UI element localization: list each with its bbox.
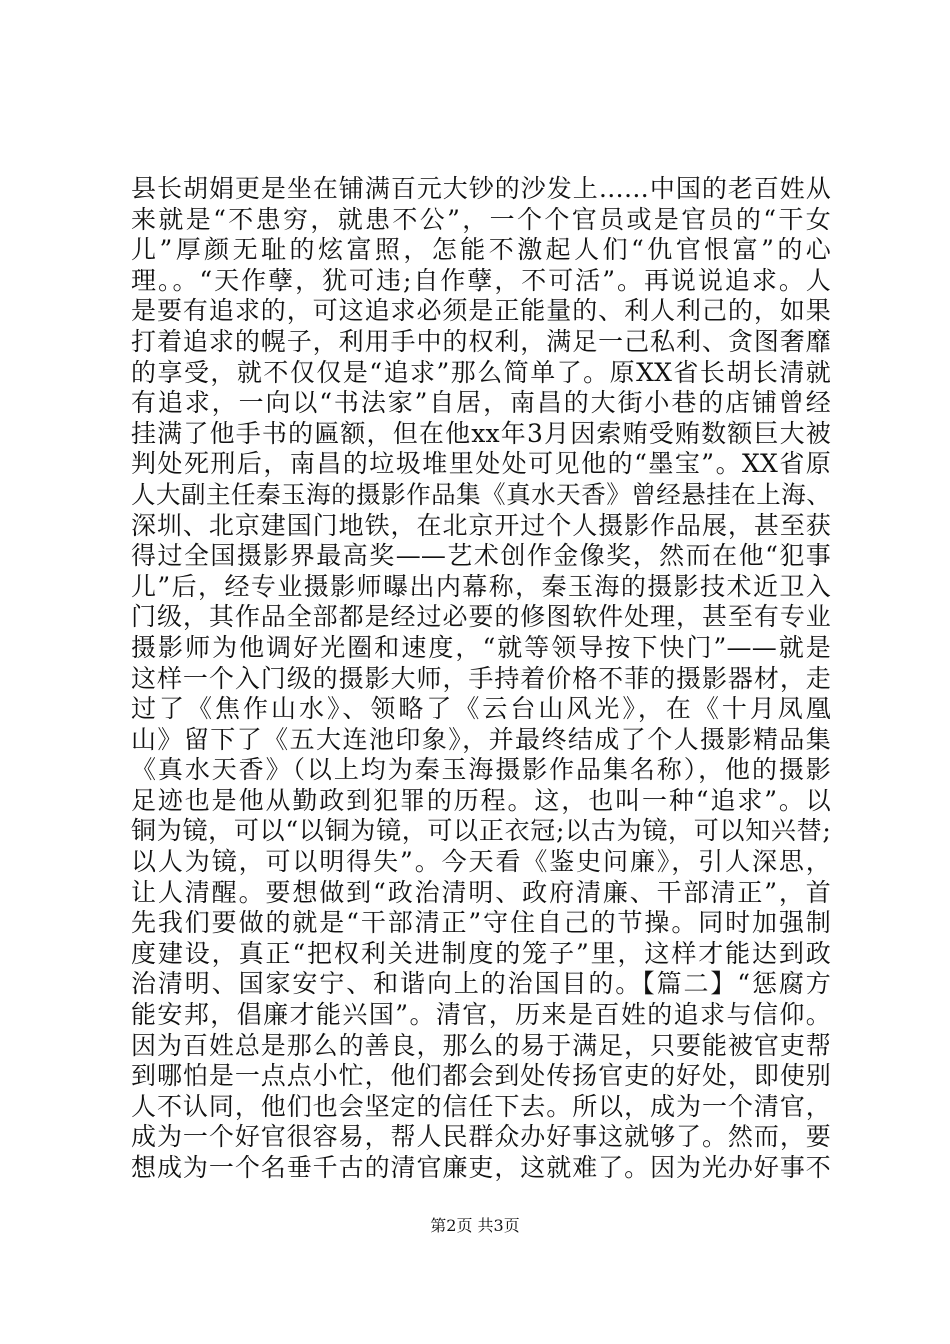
text-line: 的享受，就不仅仅是“追求”那么简单了。原XX省长胡长清就 [131,357,831,387]
text-line: 是要有追求的，可这追求必须是正能量的、利人利己的，如果 [131,296,831,326]
text-line: 打着追求的幌子，利用手中的权利，满足一己私利、贪图奢靡 [131,326,831,356]
text-line: 成为一个好官很容易，帮人民群众办好事这就够了。然而，要 [131,1122,831,1152]
text-line: 想成为一个名垂千古的清官廉吏，这就难了。因为光办好事不 [131,1153,831,1182]
text-line: 门级，其作品全部都是经过必要的修图软件处理，甚至有专业 [131,602,831,632]
text-line: 深圳、北京建国门地铁，在北京开过个人摄影作品展，甚至获 [131,510,831,540]
text-line: 足迹也是他从勤政到犯罪的历程。这，也叫一种“追求”。以 [131,785,831,815]
text-line: 儿”厚颜无耻的炫富照，怎能不激起人们“仇官恨富”的心 [131,235,831,265]
text-line: 让人清醒。要想做到“政治清明、政府清廉、干部清正”，首 [131,877,831,907]
text-line: 治清明、国家安宁、和谐向上的治国目的。【篇二】“惩腐方 [131,969,831,999]
text-line: 判处死刑后，南昌的垃圾堆里处处可见他的“墨宝”。XX省原 [131,449,831,479]
text-line: 度建设，真正“把权利关进制度的笼子”里，这样才能达到政 [131,938,831,968]
text-line: 儿”后，经专业摄影师曝出内幕称，秦玉海的摄影技术近卫入 [131,571,831,601]
text-line: 铜为镜，可以“以铜为镜，可以正衣冠;以古为镜，可以知兴替; [131,816,831,846]
text-line: 因为百姓总是那么的善良，那么的易于满足，只要能被官吏帮 [131,1030,831,1060]
text-line: 这样一个入门级的摄影大师，手持着价格不菲的摄影器材，走 [131,663,831,693]
text-line: 人不认同，他们也会坚定的信任下去。所以，成为一个清官， [131,1091,831,1121]
page-footer: 第2页 共3页 [430,1216,520,1235]
text-line: 到哪怕是一点点小忙，他们都会到处传扬官吏的好处，即使别 [131,1061,831,1091]
text-line: 过了《焦作山水》、领略了《云台山风光》，在《十月凤凰 [131,694,831,724]
text-line: 挂满了他手书的匾额，但在他xx年3月因索贿受贿数额巨大被 [131,418,831,448]
text-line: 来就是“不患穷，就患不公”，一个个官员或是官员的“干女 [131,204,831,234]
text-line: 县长胡娟更是坐在铺满百元大钞的沙发上……中国的老百姓从 [131,174,831,203]
text-line: 摄影师为他调好光圈和速度，“就等领导按下快门”——就是 [131,632,831,662]
text-line: 人大副主任秦玉海的摄影作品集《真水天香》曾经悬挂在上海、 [131,479,831,509]
text-line: 《真水天香》（以上均为秦玉海摄影作品集名称），他的摄影 [131,755,831,785]
text-line: 先我们要做的就是“干部清正”守住自己的节操。同时加强制 [131,908,831,938]
text-line: 以人为镜，可以明得失”。今天看《鉴史问廉》，引人深思， [131,847,831,877]
text-line: 理。。“天作孽，犹可违;自作孽，不可活”。再说说追求。人 [131,265,831,295]
text-line: 有追求，一向以“书法家”自居，南昌的大街小巷的店铺曾经 [131,388,831,418]
body-text [131,174,831,1184]
text-line: 能安邦，倡廉才能兴国”。清官，历来是百姓的追求与信仰。 [131,1000,831,1030]
text-line: 山》留下了《五大连池印象》，并最终结成了个人摄影精品集 [131,724,831,754]
text-line: 得过全国摄影界最高奖——艺术创作金像奖，然而在他“犯事 [131,541,831,571]
